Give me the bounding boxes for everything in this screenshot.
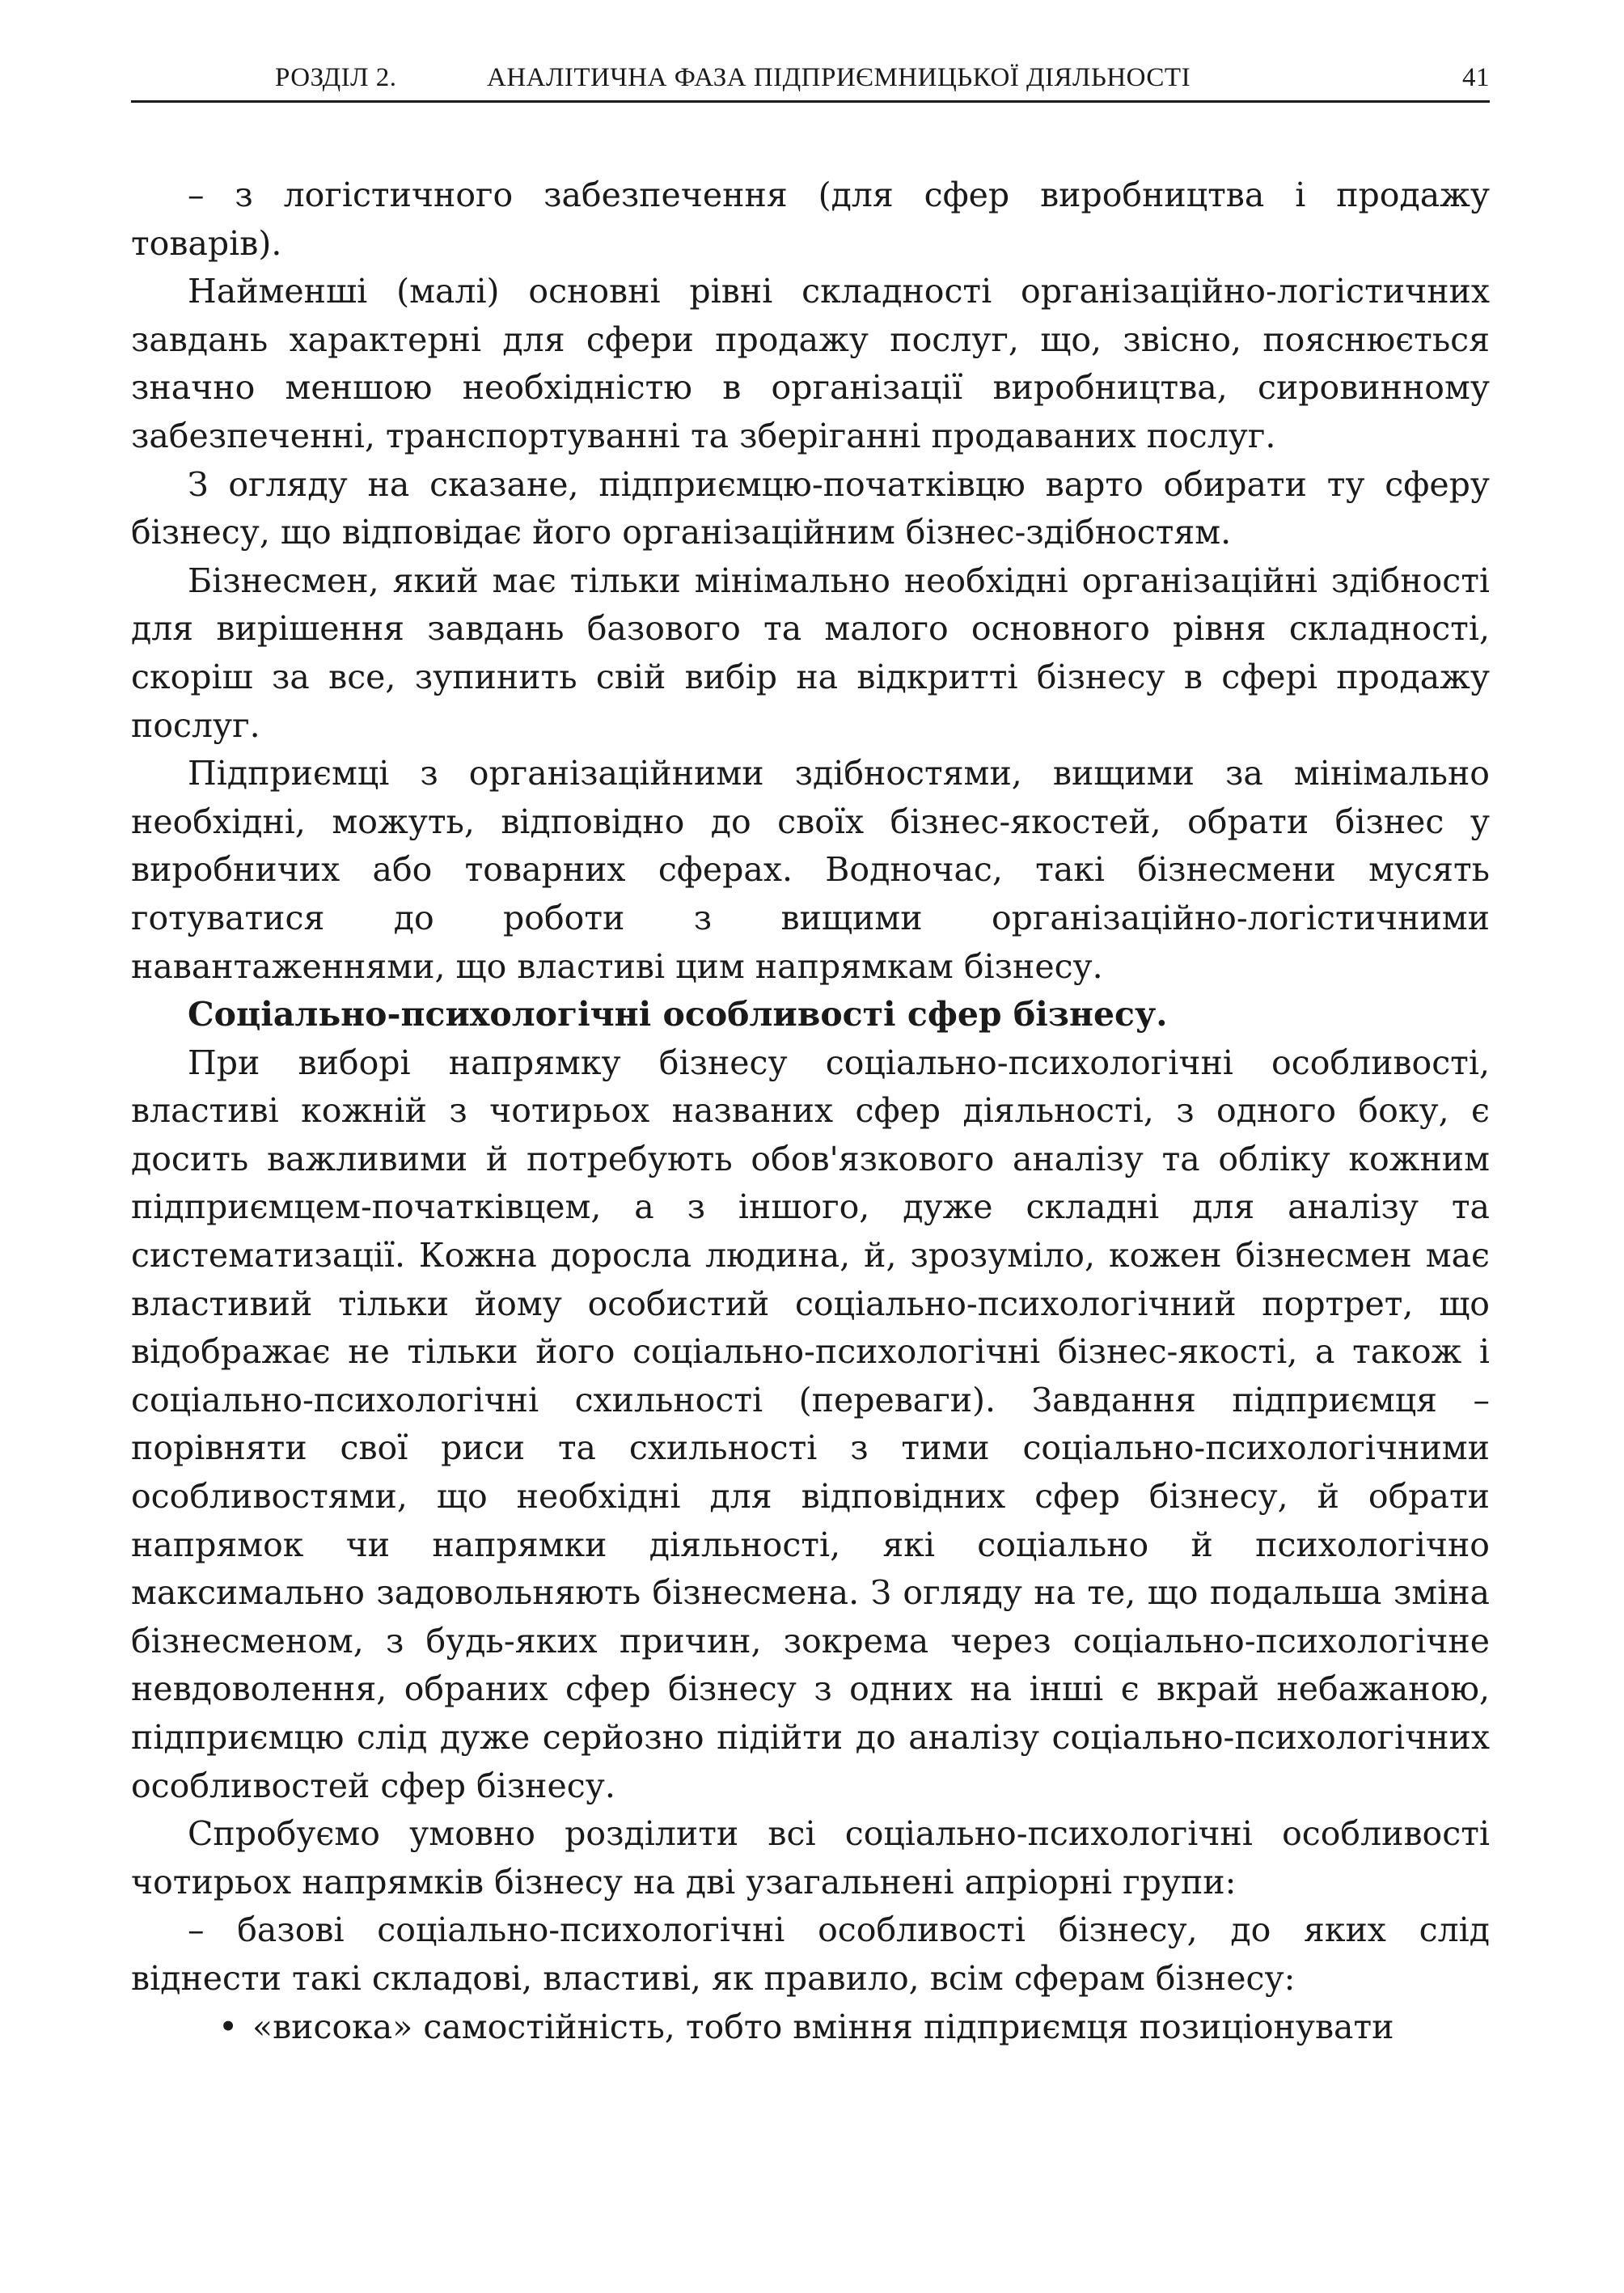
paragraph: З огляду на сказане, підприємцю-початківцю варто обирати ту сферу бізнесу, що відповідає його організаційним бізнес-здібностям.	[131, 464, 1490, 552]
paragraph: – базові соціально-психологічні особливості бізнесу, до яких слід віднести такі складові, властиві, як правило, всім сферам бізнесу:	[131, 1910, 1490, 1998]
document-page	[131, 0, 1490, 2293]
paragraph: При виборі напрямку бізнесу соціально-психологічні особливості, властиві кожній з чотирьох названих сфер діяльності, з одного боку, є досить важливими й потребують обов'язкового аналізу та обліку кожним підприємцем-початківцем, а з іншого, дуже складні для аналізу та систематизації. Кожна доросла людина, й, зрозуміло, кожен бізнесмен має властивий тільки йому особистий соціально-психологічний портрет, що відображає не тільки його соціально-психологічні бізнес-якості, а також і соціально-психологічні схильності (переваги). Завдання підприємця – порівняти свої риси та схильності з тими соціально-психологічними особливостями, що необхідні для відповідних сфер бізнесу, й обрати напрямок чи напрямки діяльності, які соціально й психологічно максимально задовольняють бізнесмена. З огляду на те, що подальша зміна бізнесменом, з будь-яких причин, зокрема через соціально-психологічне невдоволення, обраних сфер бізнесу з одних на інші є вкрай небажаною, підприємцю слід дуже серйозно підійти до аналізу соціально-психологічних особливостей сфер бізнесу.	[131, 1043, 1490, 1805]
section-heading: Соціально-психологічні особливості сфер бізнесу.	[188, 995, 1168, 1034]
paragraph: Підприємці з організаційними здібностями, вищими за мінімально необхідні, можуть, відповідно до своїх бізнес-якостей, обрати бізнес у виробничих або товарних сферах. Водночас, такі бізнесмени мусять готуватися до роботи з вищими організаційно-логістичними навантаженнями, що властиві цим напрямкам бізнесу.	[131, 754, 1490, 986]
paragraph: Найменші (малі) основні рівні складності організаційно-логістичних завдань характерні для сфери продажу послуг, що, звісно, пояснюється значно меншою необхідністю в організації виробництва, сировинному забезпеченні, транспортуванні та зберіганні продаваних послуг.	[131, 272, 1490, 455]
chapter-label: РОЗДІЛ 2.	[275, 63, 397, 92]
page-number: 41	[1462, 63, 1490, 92]
bullet-item	[131, 2003, 1490, 2052]
body-text	[131, 171, 1490, 2051]
paragraph: Спробуємо умовно розділити всі соціально-психологічні особливості чотирьох напрямків бізнесу на дві узагальнені апріорні групи:	[131, 1814, 1490, 1902]
paragraph: Бізнесмен, який має тільки мінімально необхідні організаційні здібності для вирішення завдань базового та малого основного рівня складності, скоріш за все, зупинить свій вибір на відкритті бізнесу в сфері продажу послуг.	[131, 561, 1490, 745]
paragraph: – з логістичного забезпечення (для сфер виробництва і продажу товарів).	[131, 176, 1490, 263]
bullet-text: «висока» самостійність, тобто вміння підприємця позиціонувати	[252, 2007, 1394, 2046]
chapter-title: АНАЛІТИЧНА ФАЗА ПІДПРИЄМНИЦЬКОЇ ДІЯЛЬНОСТІ	[487, 63, 1191, 92]
running-head	[131, 60, 1490, 103]
bullet-icon: •	[218, 2007, 239, 2046]
